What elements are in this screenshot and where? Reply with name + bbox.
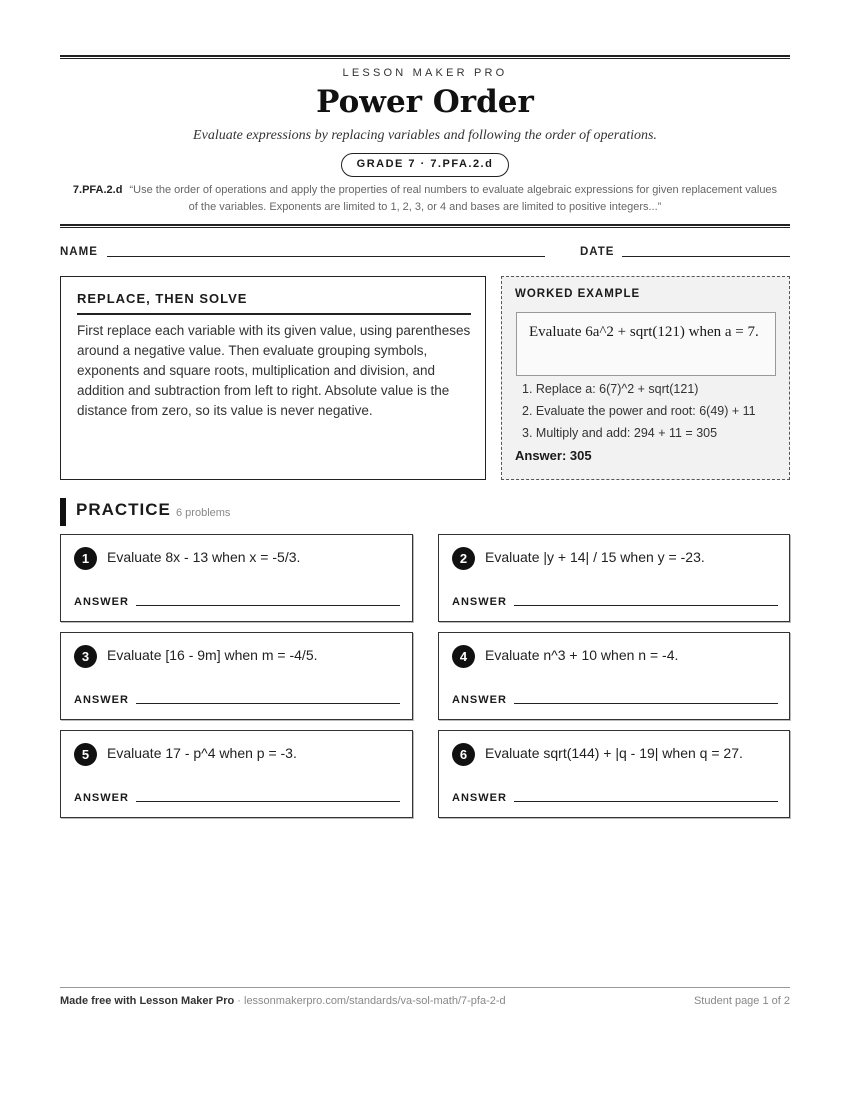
footer-rule	[60, 987, 790, 988]
answer-label: ANSWER	[452, 792, 507, 804]
problem-number: 6	[452, 743, 475, 766]
problem-text: Evaluate sqrt(144) + |q - 19| when q = 27.	[485, 745, 743, 761]
standard-text: “Use the order of operations and apply the properties of real numbers to evaluate algebraic expressions for given replacement values of the variables. Exponents are limited to 1, 2, 3, or 4 and bases are limited to positive integers...”	[129, 184, 778, 213]
worked-example-step: 2. Evaluate the power and root: 6(49) + 11	[522, 404, 756, 418]
page-subtitle: Evaluate expressions by replacing variables and following the order of operations.	[193, 128, 657, 143]
answer-field[interactable]	[136, 703, 400, 704]
answer-label: ANSWER	[74, 694, 129, 706]
problem-number: 4	[452, 645, 475, 668]
instructions-box	[60, 276, 486, 480]
name-label: NAME	[60, 246, 98, 258]
problem-number: 5	[74, 743, 97, 766]
instructions-text: First replace each variable with its given value, using parentheses around a negative value. Then evaluate grouping symbols, exponents and square roots, multiplication and division, and addition and subtraction from left to right. Absolute value is the distance from zero, so its value is never negative.	[77, 323, 471, 418]
problem-card	[60, 534, 413, 622]
problem-text: Evaluate 17 - p^4 when p = -3.	[107, 745, 297, 761]
worked-example-step: 3. Multiply and add: 294 + 11 = 305	[522, 426, 718, 440]
worked-example-step: 1. Replace a: 6(7)^2 + sqrt(121)	[522, 382, 699, 396]
page-title: Power Order	[316, 84, 534, 120]
problem-number: 1	[74, 547, 97, 570]
worked-example-answer: Answer: 305	[515, 448, 592, 463]
practice-heading: PRACTICE	[76, 500, 171, 519]
problem-number: 3	[74, 645, 97, 668]
practice-accent-bar	[60, 498, 66, 526]
footer-made-with: Made free with Lesson Maker Pro	[60, 995, 235, 1007]
worked-example-problem: Evaluate 6a^2 + sqrt(121) when a = 7.	[516, 312, 776, 376]
worked-example-heading: WORKED EXAMPLE	[515, 288, 641, 300]
answer-label: ANSWER	[74, 596, 129, 608]
answer-field[interactable]	[136, 605, 400, 606]
problem-card	[438, 730, 790, 818]
problem-text: Evaluate |y + 14| / 15 when y = -23.	[485, 549, 705, 565]
problem-text: Evaluate 8x - 13 when x = -5/3.	[107, 549, 301, 565]
worksheet-page	[60, 0, 790, 1100]
date-label: DATE	[580, 246, 615, 258]
problem-text: Evaluate n^3 + 10 when n = -4.	[485, 647, 679, 663]
name-field[interactable]	[107, 256, 545, 257]
worked-example-box	[501, 276, 790, 480]
practice-count: 6 problems	[176, 507, 231, 519]
answer-label: ANSWER	[452, 596, 507, 608]
problem-card	[438, 534, 790, 622]
answer-label: ANSWER	[452, 694, 507, 706]
brand-name: LESSON MAKER PRO	[342, 67, 508, 79]
header-bottom-double-rule	[60, 224, 790, 228]
standard-description	[70, 182, 780, 216]
worked-example-steps	[522, 378, 787, 444]
footer-page-number: Student page 1 of 2	[693, 995, 790, 1007]
footer-separator: ·	[234, 995, 244, 1007]
problem-number: 2	[452, 547, 475, 570]
instructions-heading: REPLACE, THEN SOLVE	[77, 291, 471, 315]
problem-card	[438, 632, 790, 720]
date-field[interactable]	[622, 256, 790, 257]
problem-card	[60, 632, 413, 720]
answer-field[interactable]	[136, 801, 400, 802]
problem-text: Evaluate [16 - 9m] when m = -4/5.	[107, 647, 318, 663]
footer-url[interactable]: lessonmakerpro.com/standards/va-sol-math/7-pfa-2-d	[244, 995, 506, 1007]
grade-badge: GRADE 7 · 7.PFA.2.d	[341, 153, 509, 177]
answer-field[interactable]	[514, 801, 778, 802]
problem-card	[60, 730, 413, 818]
answer-label: ANSWER	[74, 792, 129, 804]
top-double-rule	[60, 55, 790, 59]
footer-credit	[60, 995, 506, 1007]
standard-code: 7.PFA.2.d	[72, 184, 123, 196]
answer-field[interactable]	[514, 703, 778, 704]
answer-field[interactable]	[514, 605, 778, 606]
